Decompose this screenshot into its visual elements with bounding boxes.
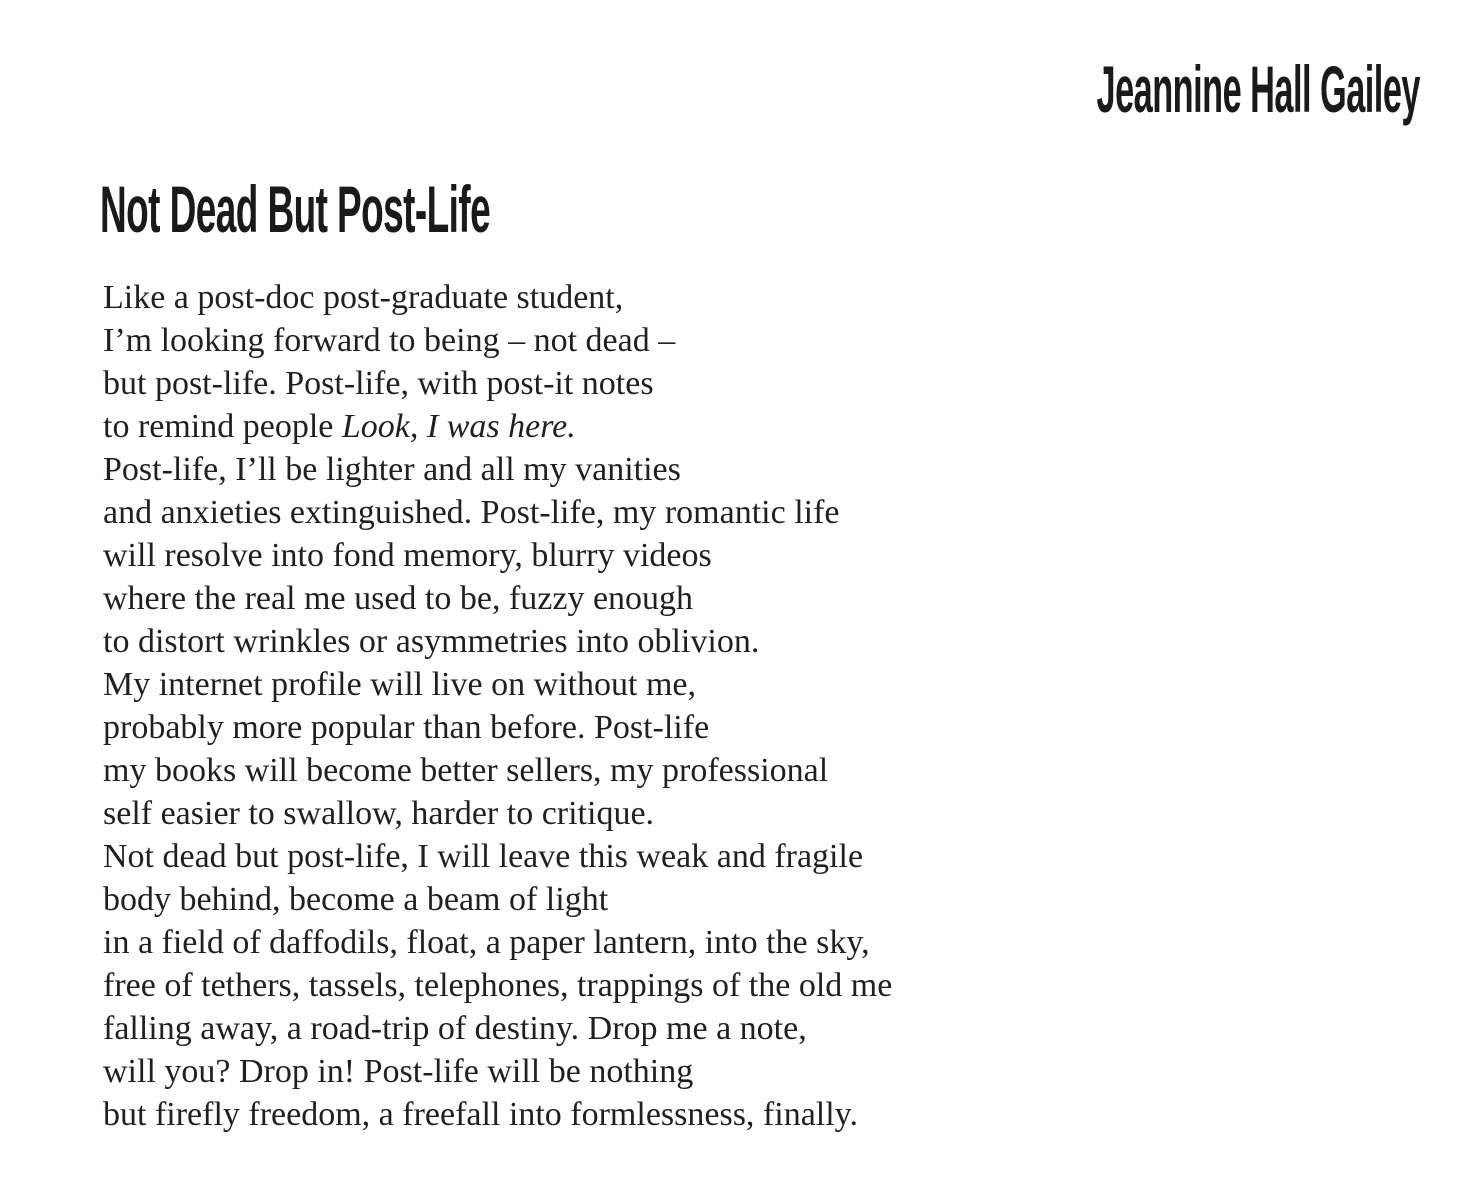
poem-text: my books will become better sellers, my professional: [103, 752, 829, 789]
poem-text: free of tethers, tassels, telephones, trappings of the old me: [103, 967, 893, 1004]
poem-text: falling away, a road-trip of destiny. Drop me a note,: [103, 1010, 807, 1047]
poem-line: [103, 319, 892, 362]
poem-line: [103, 663, 892, 706]
poem-line: [103, 448, 892, 491]
poem-line: [103, 577, 892, 620]
poem-line: [103, 792, 892, 835]
poem-text: probably more popular than before. Post-life: [103, 709, 710, 746]
poem-line: [103, 1093, 892, 1136]
poem-text: Not dead but post-life, I will leave this weak and fragile: [103, 838, 864, 875]
poem-line: [103, 1007, 892, 1050]
poem-line: [103, 276, 892, 319]
poem-text: self easier to swallow, harder to critique.: [103, 795, 655, 832]
poem-italic-phrase: Look, I was here.: [341, 408, 576, 445]
poem-text: I’m looking forward to being – not dead –: [103, 322, 676, 359]
poem-text: to remind people: [103, 408, 342, 445]
poem-line: [103, 405, 892, 448]
poem-text: but firefly freedom, a freefall into formlessness, finally.: [103, 1096, 858, 1133]
poem-text: Like a post-doc post-graduate student,: [103, 279, 624, 316]
poem-line: [103, 534, 892, 577]
author-name: [798, 52, 1420, 126]
poem-body: [103, 276, 892, 1136]
poem-text: to distort wrinkles or asymmetries into oblivion.: [103, 623, 760, 660]
poem-line: [103, 706, 892, 749]
poem-text: and anxieties extinguished. Post-life, my romantic life: [103, 494, 840, 531]
poem-text: Post-life, I’ll be lighter and all my vanities: [103, 451, 681, 488]
poem-text: My internet profile will live on without me,: [103, 666, 697, 703]
poem-title: [100, 172, 797, 246]
poem-line: [103, 491, 892, 534]
poem-text: but post-life. Post-life, with post-it notes: [103, 365, 654, 402]
poem-line: [103, 620, 892, 663]
poem-title-text: Not Dead But Post-Life: [100, 172, 491, 246]
poem-line: [103, 1050, 892, 1093]
poem-text: will resolve into fond memory, blurry videos: [103, 537, 712, 574]
poem-text: body behind, become a beam of light: [103, 881, 609, 918]
poem-line: [103, 878, 892, 921]
poem-line: [103, 362, 892, 405]
poem-text: will you? Drop in! Post-life will be nothing: [103, 1053, 694, 1090]
poem-line: [103, 964, 892, 1007]
poem-line: [103, 835, 892, 878]
poem-line: [103, 749, 892, 792]
author-name-text: Jeannine Hall Gailey: [1096, 52, 1420, 126]
poem-text: in a field of daffodils, float, a paper lantern, into the sky,: [103, 924, 870, 961]
poem-text: where the real me used to be, fuzzy enough: [103, 580, 694, 617]
poem-line: [103, 921, 892, 964]
